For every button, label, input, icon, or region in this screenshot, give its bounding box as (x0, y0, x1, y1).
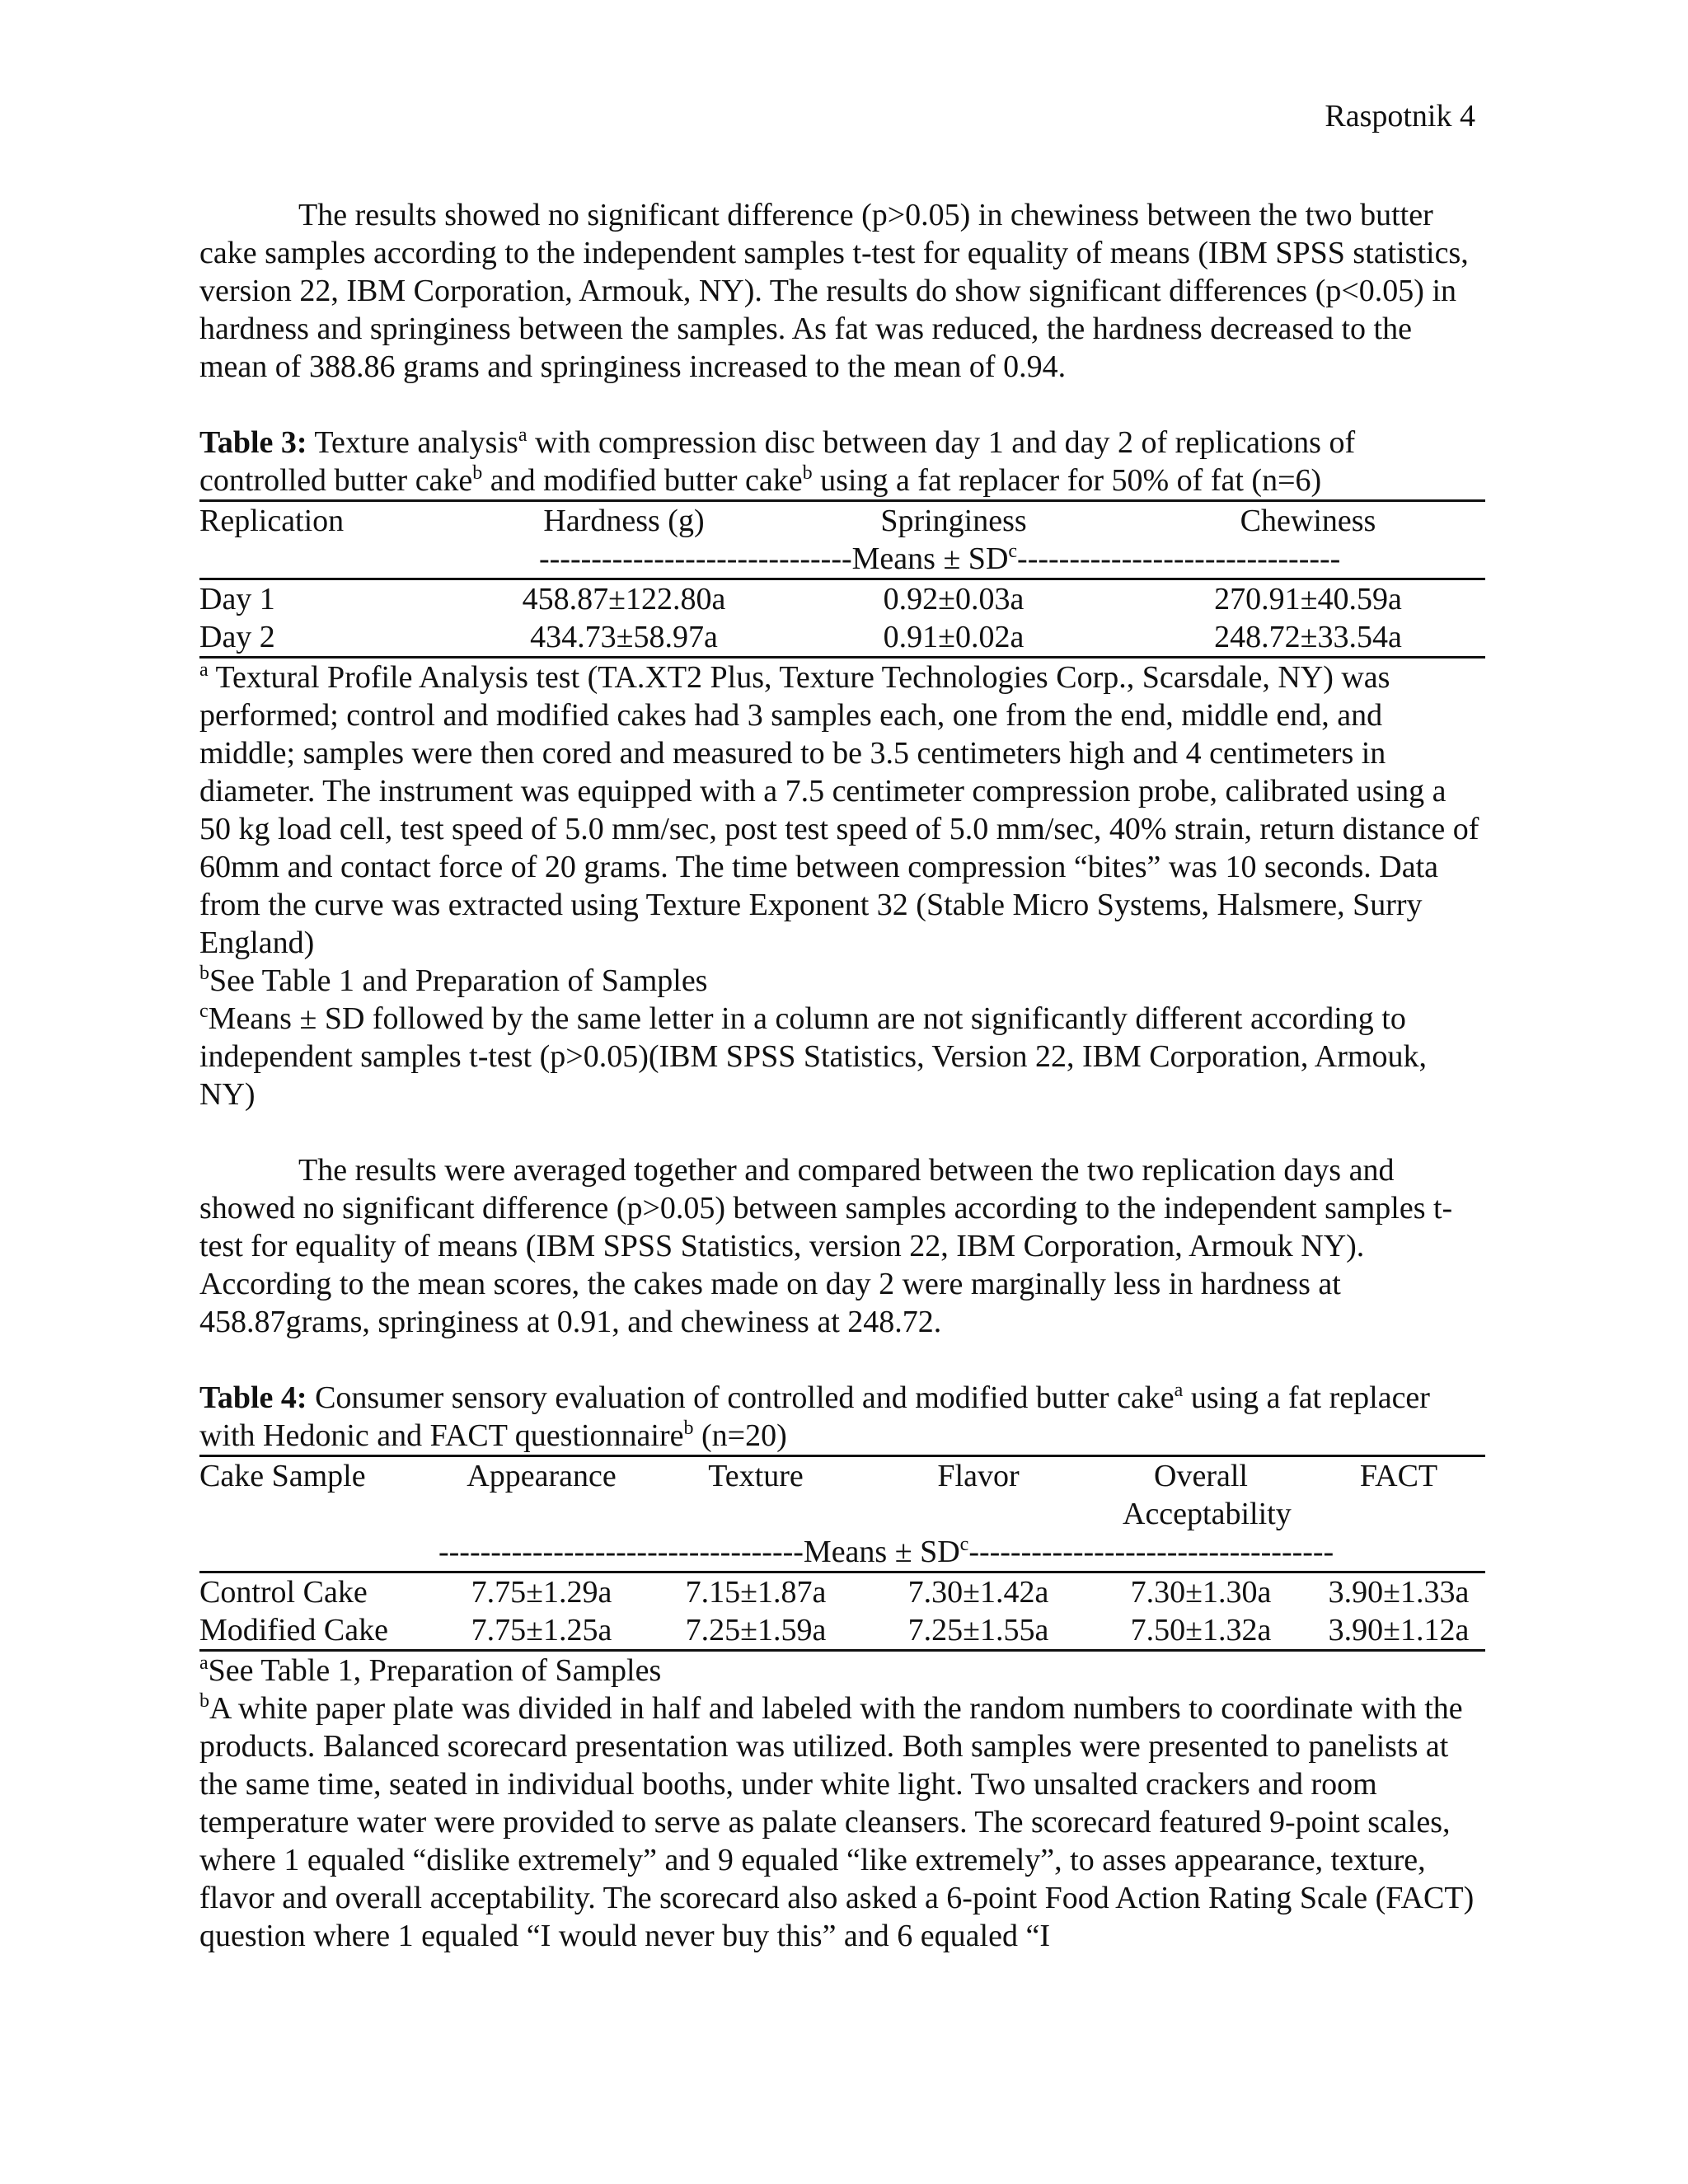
paragraph-results-1: The results showed no significant difference (p>0.05) in chewiness between the two butter cake samples according to the independent samples t-test for equality of means (IBM SPSS statistics, version 22, IBM Corporation, Armouk, NY). The results do show significant differences (p<0.05) in hardness and springiness between the samples. As fat was reduced, the hardness decreased to the mean of 388.86 grams and springiness increased to the mean of 0.94. (199, 198, 1469, 384)
table-row (199, 1573, 1485, 1611)
table-4-means-row: -----------------------------------Means ± $SD^c-----------------------------------$ (438, 1534, 1334, 1569)
table-header-cell: Chewiness (1240, 504, 1376, 538)
table-cell: 7.30±1.30a (1130, 1575, 1272, 1610)
table-cell: 3.90±1.12a (1328, 1613, 1470, 1647)
table-cell: 7.15±1.87a (685, 1575, 827, 1610)
table-4 (199, 1379, 1485, 1955)
table-header-cell: Overall Acceptability (1123, 1459, 1292, 1531)
table-4-caption: Table 4: Consumer sensory evaluation of controlled and modified butter cake$^a$ using a fat replacer with Hedonic and FACT questionnaire$^b$ (n=20) (199, 1380, 1430, 1453)
table-3-footnote-c: $^c$Means ± SD followed by the same letter in a column are not significantly different according to independent samples t-test (p>0.05)(IBM SPSS Statistics, Version 22, IBM Corporation, Armouk, NY) (199, 1001, 1427, 1112)
page-content (199, 196, 1485, 1955)
table-header-cell: Replication (199, 504, 345, 538)
table-cell: 7.25±1.55a (907, 1613, 1049, 1647)
table-header-cell: Springiness (880, 504, 1027, 538)
table-header-cell: Texture (708, 1459, 804, 1493)
table-cell: 458.87±122.80a (522, 582, 726, 616)
table-4-label: Table 4: (199, 1380, 307, 1415)
table-cell: 7.75±1.29a (471, 1575, 612, 1610)
table-cell: 270.91±40.59a (1214, 582, 1402, 616)
table-3 (199, 424, 1485, 1113)
table-3-footnote-a: $^a$ Textural Profile Analysis test (TA.XT2 Plus, Texture Technologies Corp., Scarsdale, NY) was performed; control and modified cakes had 3 samples each, one from the end, middle end, and middle; samples were then cored and measured to be 3.5 centimeters high and 4 centimeters in diameter. The instrument was equipped with a 7.5 centimeter compression probe, calibrated using a 50 kg load cell, test speed of 5.0 mm/sec, post test speed of 5.0 mm/sec, 40% strain, return distance of 60mm and contact force of 20 grams. The time between compression “bites” was 10 seconds. Data from the curve was extracted using Texture Exponent 32 (Stable Micro Systems, Halsmere, Surry England) (199, 659, 1479, 960)
table-row (199, 1611, 1485, 1649)
running-head: Raspotnik 4 (1325, 99, 1475, 134)
table-3-footnote-b: $^b$See Table 1 and Preparation of Samples (199, 963, 708, 998)
table-4-footnote-a: $^a$See Table 1, Preparation of Samples (199, 1652, 662, 1688)
table-3-header-row (199, 502, 1485, 540)
table-row (199, 618, 1485, 656)
table-cell: Day 2 (199, 620, 275, 654)
table-header-cell: Cake Sample (199, 1459, 366, 1493)
table-cell: 3.90±1.33a (1328, 1575, 1470, 1610)
table-cell: 7.50±1.32a (1130, 1613, 1272, 1647)
table-cell: 7.25±1.59a (685, 1613, 827, 1647)
table-cell: 0.91±0.02a (883, 620, 1025, 654)
table-header-cell: Flavor (937, 1459, 1020, 1493)
table-cell: 434.73±58.97a (530, 620, 718, 654)
table-header-cell: Appearance (467, 1459, 617, 1493)
table-cell: 7.75±1.25a (471, 1613, 612, 1647)
table-4-footnote-b: $^b$A white paper plate was divided in half and labeled with the random numbers to coordinate with the products. Balanced scorecard presentation was utilized. Both samples were presented to panelists at the same time, seated in individual booths, under white light. Two unsalted crackers and room temperature water were provided to serve as palate cleansers. The scorecard featured 9-point scales, where 1 equaled “dislike extremely” and 9 equaled “like extremely”, to asses appearance, texture, flavor and overall acceptability. The scorecard also asked a 6-point Food Action Rating Scale (FACT) question where 1 equaled “I would never buy this” and 6 equaled “I (199, 1690, 1475, 1953)
table-cell: Modified Cake (199, 1613, 389, 1647)
table-3-label: Table 3: (199, 425, 307, 460)
table-3-caption: Table 3: Texture analysis$^a$ with compression disc between day 1 and day 2 of replications of controlled butter cake$^b$ and modified butter cake$^b$ using a fat replacer for 50% of fat (n=6) (199, 424, 1356, 498)
table-header-cell: FACT (1359, 1459, 1438, 1493)
paragraph-results-2: The results were averaged together and compared between the two replication days and showed no significant difference (p>0.05) between samples according to the independent samples t-test for equality of means (IBM SPSS Statistics, version 22, IBM Corporation, Armouk NY). According to the mean scores, the cakes made on day 2 were marginally less in hardness at 458.87grams, springiness at 0.91, and chewiness at 248.72. (199, 1153, 1453, 1339)
table-cell: Day 1 (199, 582, 275, 616)
table-cell: 0.92±0.03a (883, 582, 1025, 616)
table-cell: 7.30±1.42a (907, 1575, 1049, 1610)
table-row (199, 580, 1485, 618)
table-cell: 248.72±33.54a (1214, 620, 1402, 654)
table-4-header-row (199, 1457, 1485, 1533)
table-cell: Control Cake (199, 1575, 368, 1610)
table-header-cell: Hardness (g) (543, 504, 705, 538)
table-3-means-row: ------------------------------Means ± $SD^c-------------------------------$ (539, 541, 1341, 576)
